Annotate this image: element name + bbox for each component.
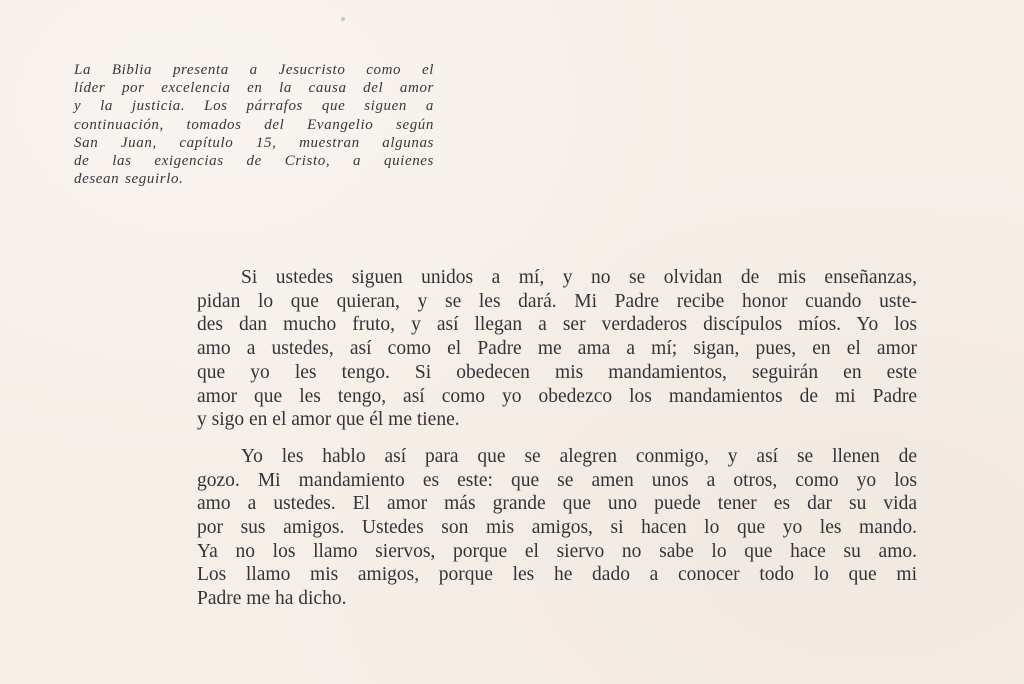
body-line: Yo les hablo así para que se alegren conmigo, y así se llenen de bbox=[241, 445, 917, 467]
body-line: Si ustedes siguen unidos a mí, y no se olvidan de mis enseñanzas, bbox=[241, 267, 917, 288]
paper-speck bbox=[341, 17, 345, 21]
body-line: amor que les tengo, así como yo obedezco los mandamientos de mi Padre bbox=[197, 385, 917, 407]
body-line: Padre me ha dicho. bbox=[197, 588, 347, 610]
body-line: y sigo en el amor que él me tiene. bbox=[197, 409, 460, 431]
paragraph-2 bbox=[197, 445, 917, 611]
body-line: por sus amigos. Ustedes son mis amigos, si hacen lo que yo les mando. bbox=[197, 517, 917, 539]
intro-line: de las exigencias de Cristo, a quienes bbox=[74, 153, 434, 170]
intro-line: y la justicia. Los párrafos que siguen a bbox=[74, 98, 434, 115]
paragraph-1 bbox=[197, 266, 917, 432]
body-line: gozo. Mi mandamiento es este: que se amen unos a otros, como yo los bbox=[197, 469, 917, 491]
intro-line: San Juan, capítulo 15, muestran algunas bbox=[74, 134, 434, 151]
body-line: que yo les tengo. Si obedecen mis mandamientos, seguirán en este bbox=[197, 361, 917, 383]
body-line: pidan lo que quieran, y se les dará. Mi Padre recibe honor cuando uste- bbox=[197, 290, 917, 312]
body-line: amo a ustedes. El amor más grande que uno puede tener es dar su vida bbox=[197, 493, 917, 515]
intro-line: continuación, tomados del Evangelio según bbox=[74, 116, 434, 133]
body-line: des dan mucho fruto, y así llegan a ser verdaderos discípulos míos. Yo los bbox=[197, 314, 917, 336]
intro-note bbox=[74, 61, 434, 188]
body-line: amo a ustedes, así como el Padre me ama a mí; sigan, pues, en el amor bbox=[197, 338, 917, 360]
intro-line: desean seguirlo. bbox=[74, 171, 184, 188]
intro-line: La Biblia presenta a Jesucristo como el bbox=[74, 62, 434, 78]
intro-line: líder por excelencia en la causa del amor bbox=[74, 80, 434, 97]
scripture-text bbox=[197, 266, 917, 611]
body-line: Los llamo mis amigos, porque les he dado a conocer todo lo que mi bbox=[197, 564, 917, 586]
body-line: Ya no los llamo siervos, porque el siervo no sabe lo que hace su amo. bbox=[197, 540, 917, 562]
